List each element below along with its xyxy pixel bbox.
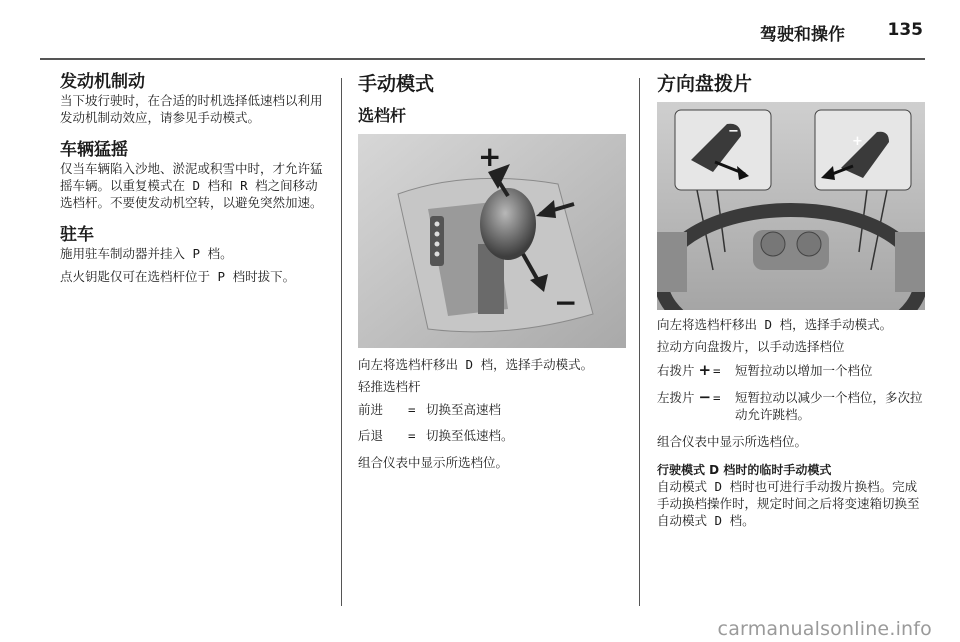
row-value: 短暂拉动以增加一个档位 [735, 363, 873, 378]
paragraph: 当下坡行驶时，在合适的时机选择低速档以利用发动机制动效应，请参见手动模式。 [60, 93, 323, 125]
steering-wheel-illustration [657, 102, 925, 310]
shift-table [358, 401, 628, 444]
paragraph: 仅当车辆陷入沙地、淤泥或积雪中时，才允许猛摇车辆。以重复模式在 D 档和 R 档之间移动选档杆。不要使发动机空转，以避免突然加速。 [60, 161, 323, 210]
figure-plus-label: + [478, 140, 502, 173]
figure-minus-label: − [554, 286, 578, 319]
subsection-heading: 行驶模式 D 档时的临时手动模式 [657, 463, 832, 477]
column-right [657, 72, 929, 529]
row-eq: = [408, 428, 416, 443]
row-value: 短暂拉动以减少一个档位，多次拉动允许跳档。 [735, 390, 923, 422]
section-title: 方向盘拨片 [657, 73, 753, 95]
row-key-label: 右拨片 [657, 363, 695, 378]
caption: 轻推选档杆 [358, 379, 421, 394]
section-title: 手动模式 [358, 73, 435, 95]
row-value: 切换至高速档 [426, 402, 502, 417]
section-heading: 发动机制动 [60, 72, 145, 92]
row-key-label: 左拨片 [657, 390, 695, 405]
shift-row [358, 401, 628, 418]
caption: 拉动方向盘拨片，以手动选择档位 [657, 339, 845, 354]
row-eq: = [408, 402, 416, 417]
caption: 向左将选档杆移出 D 档，选择手动模式。 [358, 357, 594, 372]
paddle-row [657, 362, 929, 379]
section-heading: 车辆猛摇 [60, 140, 128, 160]
shift-row [358, 427, 628, 444]
plus-icon: + [698, 361, 712, 379]
paddle-figure [657, 102, 925, 310]
parking-section [60, 225, 330, 285]
row-key [657, 389, 713, 423]
paragraph: 组合仪表中显示所选档位。 [358, 455, 509, 470]
section-heading: 驻车 [60, 225, 94, 245]
row-key: 后退 [358, 428, 384, 443]
figure-plus-label: + [852, 134, 863, 149]
column-divider [341, 78, 342, 606]
minus-icon: − [698, 388, 712, 406]
watermark: carmanualsonline.info [717, 618, 932, 640]
paragraph: 自动模式 D 档时也可进行手动拨片换档。完成手动换档操作时，规定时间之后将变速箱切换至自动模式 D 档。 [657, 479, 920, 528]
paragraph: 施用驻车制动器并挂入 P 档。 [60, 246, 233, 261]
row-eq: = [713, 390, 721, 405]
row-value: 切换至低速档。 [426, 428, 514, 443]
column-divider [639, 78, 640, 606]
subsection-title: 选档杆 [358, 106, 407, 125]
figure-minus-label: − [728, 124, 739, 139]
page-number: 135 [887, 20, 923, 40]
row-eq: = [713, 363, 721, 378]
chapter-title: 驾驶和操作 [760, 25, 845, 45]
engine-brake-section [60, 72, 330, 126]
row-key: 前进 [358, 402, 384, 417]
paragraph: 组合仪表中显示所选档位。 [657, 434, 808, 449]
paragraph: 点火钥匙仅可在选档杆位于 P 档时拔下。 [60, 269, 296, 284]
page-header [40, 0, 925, 60]
caption: 向左将选档杆移出 D 档，选择手动模式。 [657, 317, 893, 332]
column-left [60, 72, 330, 295]
column-middle [358, 72, 628, 471]
paddle-table [657, 362, 929, 423]
paddle-row [657, 389, 929, 423]
rocking-section [60, 140, 330, 211]
row-key [657, 362, 713, 379]
